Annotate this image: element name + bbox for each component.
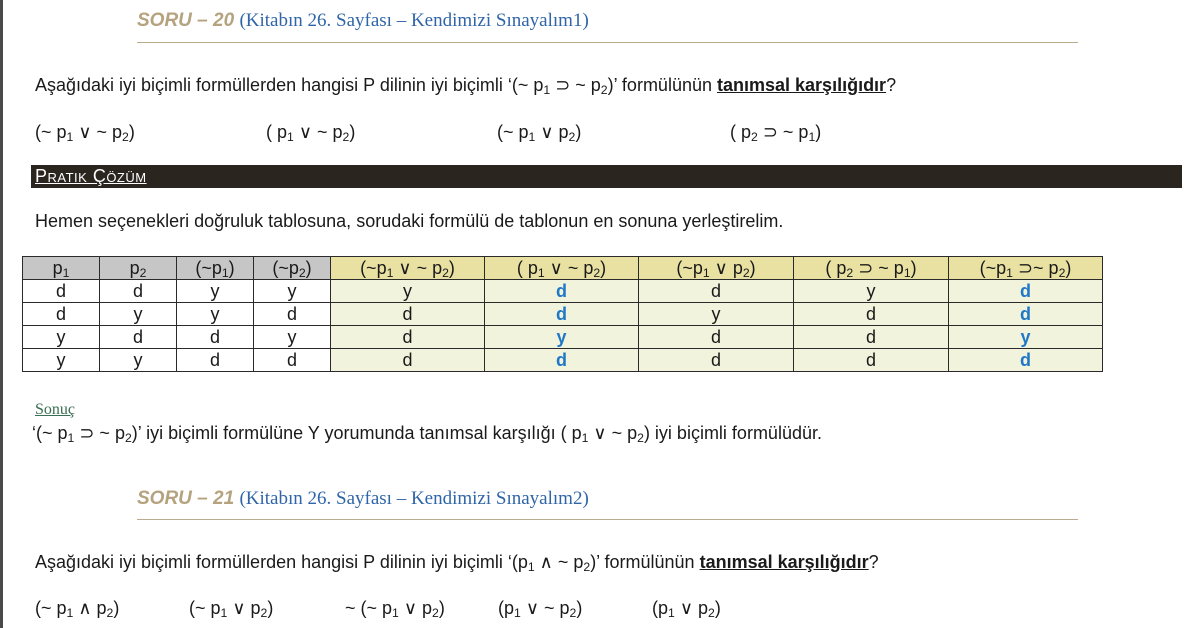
- table-cell: d: [639, 280, 794, 303]
- table-cell: d: [949, 280, 1103, 303]
- table-cell: d: [254, 303, 331, 326]
- soru-21-question: Aşağıdaki iyi biçimli formüllerden hangisi P dilinin iyi biçimli ‘($p_1$ ∧ ~ $p_2$)’ formülünün tanımsal karşılığıdır?: [35, 552, 879, 575]
- table-cell: y: [177, 303, 254, 326]
- table-row: [23, 326, 1103, 349]
- header-option-c: ($\sim p_1$ ∨ $p_2$): [639, 257, 794, 280]
- table-cell: y: [100, 349, 177, 372]
- table-cell: d: [639, 349, 794, 372]
- table-cell: d: [254, 349, 331, 372]
- table-cell: d: [100, 280, 177, 303]
- table-row: [23, 303, 1103, 326]
- table-cell: y: [23, 349, 100, 372]
- table-cell: d: [949, 349, 1103, 372]
- pratik-intro: Hemen seçenekleri doğruluk tablosuna, sorudaki formülü de tablonun en sonuna yerleştirelim.: [35, 211, 784, 231]
- table-cell: d: [485, 280, 639, 303]
- table-cell: y: [331, 280, 485, 303]
- table-cell: y: [254, 326, 331, 349]
- table-cell: d: [949, 303, 1103, 326]
- soru-21-option-2[interactable]: (~ $p_1$ ∨ $p_2$): [189, 598, 274, 621]
- table-row: [23, 280, 1103, 303]
- soru-20-keyword: tanımsal karşılığıdır: [717, 75, 887, 95]
- soru-21-option-5[interactable]: ($p_1$ ∨ $p_2$): [652, 598, 721, 621]
- header-p2: $p_2$: [100, 257, 177, 280]
- table-cell: d: [794, 303, 949, 326]
- table-cell: y: [949, 326, 1103, 349]
- table-cell: y: [794, 280, 949, 303]
- sonuc-text: ‘(~ $p_1$ ⊃ ~ $p_2$)’ iyi biçimli formülüne Y yorumunda tanımsal karşılığı ( $p_1$ ∨ ~ $p_2$) iyi biçimli formülüdür.: [32, 423, 822, 446]
- soru-21-option-3[interactable]: ~ (~ $p_1$ ∨ $p_2$): [345, 598, 445, 621]
- table-cell: y: [639, 303, 794, 326]
- table-cell: d: [100, 326, 177, 349]
- table-cell: d: [331, 303, 485, 326]
- table-cell: d: [331, 326, 485, 349]
- header-option-a: ($\sim p_1$ ∨ ~ $p_2$): [331, 257, 485, 280]
- pratik-cozum-label: Pratik Çözüm: [35, 166, 147, 186]
- table-cell: d: [177, 349, 254, 372]
- soru-20-heading: [137, 10, 589, 32]
- header-question-formula: ($\sim p_1$ ⊃~ $p_2$): [949, 257, 1103, 280]
- soru-21-keyword: tanımsal karşılığıdır: [699, 552, 869, 572]
- soru-20-option-3[interactable]: (~ $p_1$ ∨ $p_2$): [497, 122, 582, 145]
- soru-20-reference: (Kitabın 26. Sayfası – Kendimizi Sınayalım1): [239, 10, 589, 31]
- soru-21-divider: [137, 519, 1078, 520]
- table-row: [23, 349, 1103, 372]
- sonuc-title: Sonuç: [35, 401, 75, 418]
- header-not-p1: $(\sim p_1)$: [177, 257, 254, 280]
- soru-21-option-4[interactable]: ($p_1$ ∨ ~ $p_2$): [498, 598, 583, 621]
- soru-21-option-1[interactable]: (~ $p_1$ ∧ $p_2$): [35, 598, 120, 621]
- table-cell: d: [331, 349, 485, 372]
- soru-20-question: Aşağıdaki iyi biçimli formüllerden hangisi P dilinin iyi biçimli ‘(~ $p_1$ ⊃ ~ $p_2$)’ formülünün tanımsal karşılığıdır?: [35, 75, 897, 98]
- left-border: [0, 0, 3, 628]
- pratik-cozum-banner: [31, 165, 1182, 188]
- soru-20-option-1[interactable]: (~ $p_1$ ∨ ~ $p_2$): [35, 122, 135, 145]
- soru-20-option-2[interactable]: ( $p_1$ ∨ ~ $p_2$): [266, 122, 356, 145]
- truth-table-header-row: [23, 257, 1103, 280]
- table-cell: d: [639, 326, 794, 349]
- table-cell: d: [794, 349, 949, 372]
- header-not-p2: $(\sim p_2)$: [254, 257, 331, 280]
- soru-21-heading: [137, 488, 589, 510]
- header-p1: $p_1$: [23, 257, 100, 280]
- table-cell: d: [485, 303, 639, 326]
- truth-table: [22, 256, 1103, 372]
- header-option-d: ( $p_2$ ⊃ ~ $p_1$): [794, 257, 949, 280]
- table-cell: d: [485, 349, 639, 372]
- table-cell: y: [254, 280, 331, 303]
- soru-21-reference: (Kitabın 26. Sayfası – Kendimizi Sınayalım2): [239, 488, 589, 509]
- soru-21-number: SORU – 21: [137, 488, 235, 509]
- table-cell: d: [23, 280, 100, 303]
- table-cell: y: [100, 303, 177, 326]
- table-cell: d: [23, 303, 100, 326]
- table-cell: d: [794, 326, 949, 349]
- table-cell: y: [177, 280, 254, 303]
- table-cell: y: [485, 326, 639, 349]
- soru-20-divider: [137, 42, 1078, 43]
- table-cell: y: [23, 326, 100, 349]
- soru-20-option-4[interactable]: ( $p_2$ ⊃ ~ $p_1$): [730, 122, 822, 145]
- header-option-b: ( $p_1$ ∨ ~ $p_2$): [485, 257, 639, 280]
- table-cell: d: [177, 326, 254, 349]
- soru-20-number: SORU – 20: [137, 10, 235, 31]
